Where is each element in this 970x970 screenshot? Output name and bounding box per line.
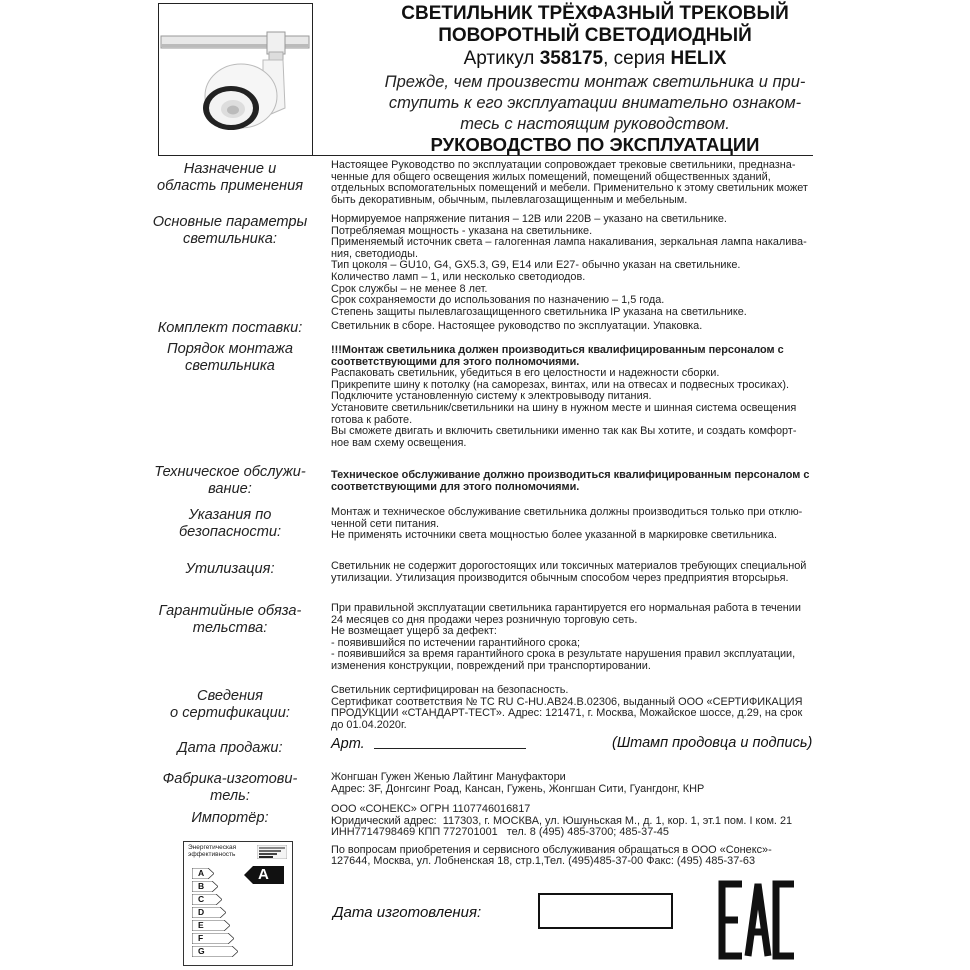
text-line: ООО «СОНЕКС» ОГРН 1107746016817 (331, 803, 531, 815)
section-text-purpose (331, 160, 811, 206)
text-line: Жонгшан Гужен Женью Лайтинг Мануфактори (331, 771, 566, 783)
text-line: Монтаж и техническое обслуживание светильника должны производиться только при отклю- (331, 506, 803, 518)
energy-class-letter: B (198, 881, 205, 891)
label-line: тельства: (192, 620, 268, 636)
energy-class-row (192, 933, 234, 944)
text-line: Нормируемое напряжение питания – 12В или 220В – указано на светильнике. (331, 213, 727, 225)
label-line: светильника: (183, 231, 277, 247)
text-line: При правильной эксплуатации светильника гарантируется его нормальная работа в течении (331, 602, 801, 614)
seller-stamp-note: (Штамп продовца и подпись) (612, 735, 813, 751)
title-line-1: СВЕТИЛЬНИК ТРЁХФАЗНЫЙ ТРЕКОВЫЙ (401, 3, 789, 24)
warning-line: соответствующими для этого полномочиями. (331, 480, 580, 493)
section-label-parameters (150, 214, 310, 248)
label-line: Сведения (197, 688, 263, 704)
section-text-maintenance (331, 470, 811, 493)
text-line: ченной сети питания. (331, 517, 440, 530)
product-image (158, 3, 313, 156)
text-line: Светильник в сборе. Настоящее руководство по эксплуатации. Упаковка. (331, 320, 703, 332)
energy-scale-icon (257, 845, 287, 859)
text-line: Светильник не содержит дорогостоящих или токсичных материалов требующих специальной (331, 560, 807, 572)
energy-class-letter: D (198, 907, 205, 917)
text-line: до 01.04.2020г. (331, 718, 407, 731)
warning-line: !!!Монтаж светильника должен производиться квалифицированным персоналом с (331, 344, 784, 356)
label-line: Импортёр: (191, 810, 269, 826)
label-line: Порядок монтажа (167, 341, 293, 357)
intro-line: Прежде, чем произвести монтаж светильника и при- (384, 73, 806, 91)
section-label-warranty (150, 603, 310, 637)
manufacture-date-box[interactable] (538, 893, 673, 929)
text-line: Не возмещает ущерб за дефект: (331, 625, 497, 638)
text-line: отдельных вспомогательных помещений и мебели. Применительно к этому светильник может (331, 182, 808, 195)
label-line: безопасности: (178, 524, 282, 540)
text-line: Установите светильник/светильники на шину в нужном месте и шинная система освещения (331, 401, 797, 414)
label-line: Указания по (188, 507, 272, 523)
label-line: вание: (208, 481, 252, 497)
text-line: ИНН7714798469 КПП 772701001 тел. 8 (495) 485-3700; 485-37-45 (331, 826, 669, 839)
warning-line: соответствующими для этого полномочиями. (331, 355, 580, 368)
article-number: 358175 (539, 48, 604, 69)
text-line: Количество ламп – 1, или несколько светодиодов. (331, 270, 586, 283)
series-prefix: , серия (603, 48, 671, 69)
section-label-manufacturer (150, 771, 310, 805)
energy-class-row (192, 881, 218, 892)
label-line: Основные параметры (152, 214, 308, 230)
section-label-disposal (150, 561, 310, 578)
text-line: Адрес: 3F, Донгсинг Роад, Кансан, Гужень, Жонгшан Сити, Гуангдонг, КНР (331, 782, 705, 795)
section-label-certification (150, 688, 310, 722)
eac-mark-icon (718, 880, 798, 960)
track-spotlight-illustration (159, 4, 311, 154)
text-line: Потребляемая мощность - указана на светильнике. (331, 224, 593, 237)
text-line: ПРОДУКЦИИ «СТАНДАРТ-ТЕСТ». Адрес: 121471, г. Москва, Можайское шоссе, д.29, на срок (331, 707, 803, 720)
energy-class-row (192, 946, 238, 957)
section-label-maintenance (150, 464, 310, 498)
text-line: Светильник сертифицирован на безопасность. (331, 684, 569, 696)
label-line: Утилизация: (185, 561, 275, 577)
label-line: область применения (156, 178, 303, 194)
section-text-certification (331, 685, 811, 731)
sale-date-label: Дата продажи: (177, 740, 283, 756)
article-field-line[interactable] (374, 748, 526, 749)
text-line: Подключите установленную систему к электровыводу питания. (331, 390, 652, 403)
intro-line: тесь с настоящим руководством. (460, 115, 730, 133)
text-line: Срок службы – не менее 8 лет. (331, 282, 488, 295)
section-label-installation (150, 341, 310, 375)
article-line (330, 48, 860, 70)
label-line: Назначение и (183, 161, 277, 177)
energy-class-row (192, 894, 222, 905)
section-text-warranty (331, 603, 811, 673)
section-text-importer (331, 804, 811, 868)
text-line: Срок сохраняемости до использования по назначению – 1,5 года. (331, 294, 665, 307)
current-class-arrow (244, 866, 284, 884)
text-line: готова к работе. (331, 413, 413, 426)
header-divider (158, 155, 813, 156)
manufacture-date-label: Дата изготовления: (333, 904, 482, 921)
energy-header-line: эффективность (188, 851, 236, 858)
text-line: 127644, Москва, ул. Лобненская 18, стр.1,Тел. (495)485-37-00 Факс: (495) 485-37-63 (331, 855, 756, 868)
text-line: Распаковать светильник, убедиться в его целостности и надежности сборки. (331, 367, 720, 380)
article-prefix: Артикул (463, 48, 540, 69)
label-line: Техническое обслужи- (154, 464, 306, 480)
text-line: ное вам схему освещения. (331, 436, 467, 449)
text-line: Степень защиты пылевлагозащищенного светильника IP указана на светильнике. (331, 305, 747, 318)
energy-class-row (192, 907, 226, 918)
text-line: Не применять источники света мощностью более указанной в маркировке светильника. (331, 529, 778, 542)
text-line: Юридический адрес: 117303, г. МОСКВА, ул. Юшуньская М., д. 1, кор. 1, эт.1 пом. I ком. 21 (331, 814, 793, 827)
text-line: Вы сможете двигать и включить светильники именно так как Вы хотите, и создать комфорт- (331, 425, 797, 438)
section-text-parameters (331, 214, 811, 318)
document-title (330, 3, 860, 47)
energy-header-line: Энергетическая (188, 844, 237, 851)
text-line: утилизации. Утилизация производится обычным способом через предприятия вторсырья. (331, 571, 789, 584)
text-line: изменения конструкции, повреждений при транспортировании. (331, 659, 651, 672)
section-text-package (331, 321, 811, 333)
text-line: ченные для общего освещения жилых помещений, помещений общественных зданий, (331, 170, 771, 183)
series-name: HELIX (670, 48, 727, 69)
text-line: быть декоративным, обычным, пылевлагозащищенным и мебельным. (331, 193, 688, 206)
energy-class-letter: F (198, 933, 204, 943)
label-line: о сертификации: (170, 705, 290, 721)
intro-line: ступить к его эксплуатации внимательно ознаком- (388, 94, 802, 112)
text-line: Применяемый источник света – галогенная лампа накаливания, зеркальная лампа накалива- (331, 236, 807, 249)
section-text-safety (331, 507, 811, 542)
label-line: Комплект поставки: (157, 320, 303, 336)
section-text-installation (331, 345, 811, 449)
energy-class-row (192, 868, 214, 879)
current-class-letter: A (258, 866, 269, 883)
text-line: ния, светодиоды. (331, 247, 418, 260)
energy-efficiency-label (183, 841, 293, 966)
text-line: 24 месяцев со дня продажи через розничную торговую сеть. (331, 613, 638, 626)
section-label-purpose (150, 161, 310, 195)
text-line: Сертификат соответствия № TC RU C-HU.AB24.B.02306, выданный ООО «СЕРТИФИКАЦИЯ (331, 695, 803, 708)
label-line: тель: (210, 788, 250, 804)
text-line: - появившийся по истечении гарантийного срока; (331, 636, 581, 649)
energy-label-header (188, 844, 236, 858)
title-line-2: ПОВОРОТНЫЙ СВЕТОДИОДНЫЙ (438, 25, 752, 46)
article-field-label: Арт. (331, 736, 365, 752)
guide-title: РУКОВОДСТВО ПО ЭКСПЛУАТАЦИИ (430, 134, 760, 155)
section-label-importer (150, 810, 310, 827)
label-line: светильника (185, 358, 275, 374)
energy-class-letter: A (198, 868, 205, 878)
energy-class-letter: E (198, 920, 204, 930)
label-line: Фабрика-изготови- (162, 771, 298, 787)
section-label-package (150, 320, 310, 337)
energy-class-letter: G (198, 946, 205, 956)
text-line: Тип цоколя – GU10, G4, GX5.3, G9, E14 или E27- обычно указан на светильнике. (331, 259, 741, 272)
intro-text (330, 72, 860, 135)
section-text-disposal (331, 561, 811, 584)
energy-class-row (192, 920, 230, 931)
section-label-safety (150, 507, 310, 541)
text-line: Прикрепите шину к потолку (на саморезах, винтах, или на отвесах и подвесных тросиках). (331, 378, 790, 391)
section-text-manufacturer (331, 772, 811, 795)
text-line: - появившийся за время гарантийного срока в результате нарушения правил эксплуатации, (331, 648, 796, 661)
warning-line: Техническое обслуживание должно производиться квалифицированным персоналом с (331, 469, 810, 481)
energy-class-letter: C (198, 894, 205, 904)
text-line: По вопросам приобретения и сервисного обслуживания обращаться в ООО «Сонекс»- (331, 843, 772, 856)
text-line: Настоящее Руководство по эксплуатации сопровождает трековые светильники, предназна- (331, 159, 796, 171)
label-line: Гарантийные обяза- (158, 603, 302, 619)
